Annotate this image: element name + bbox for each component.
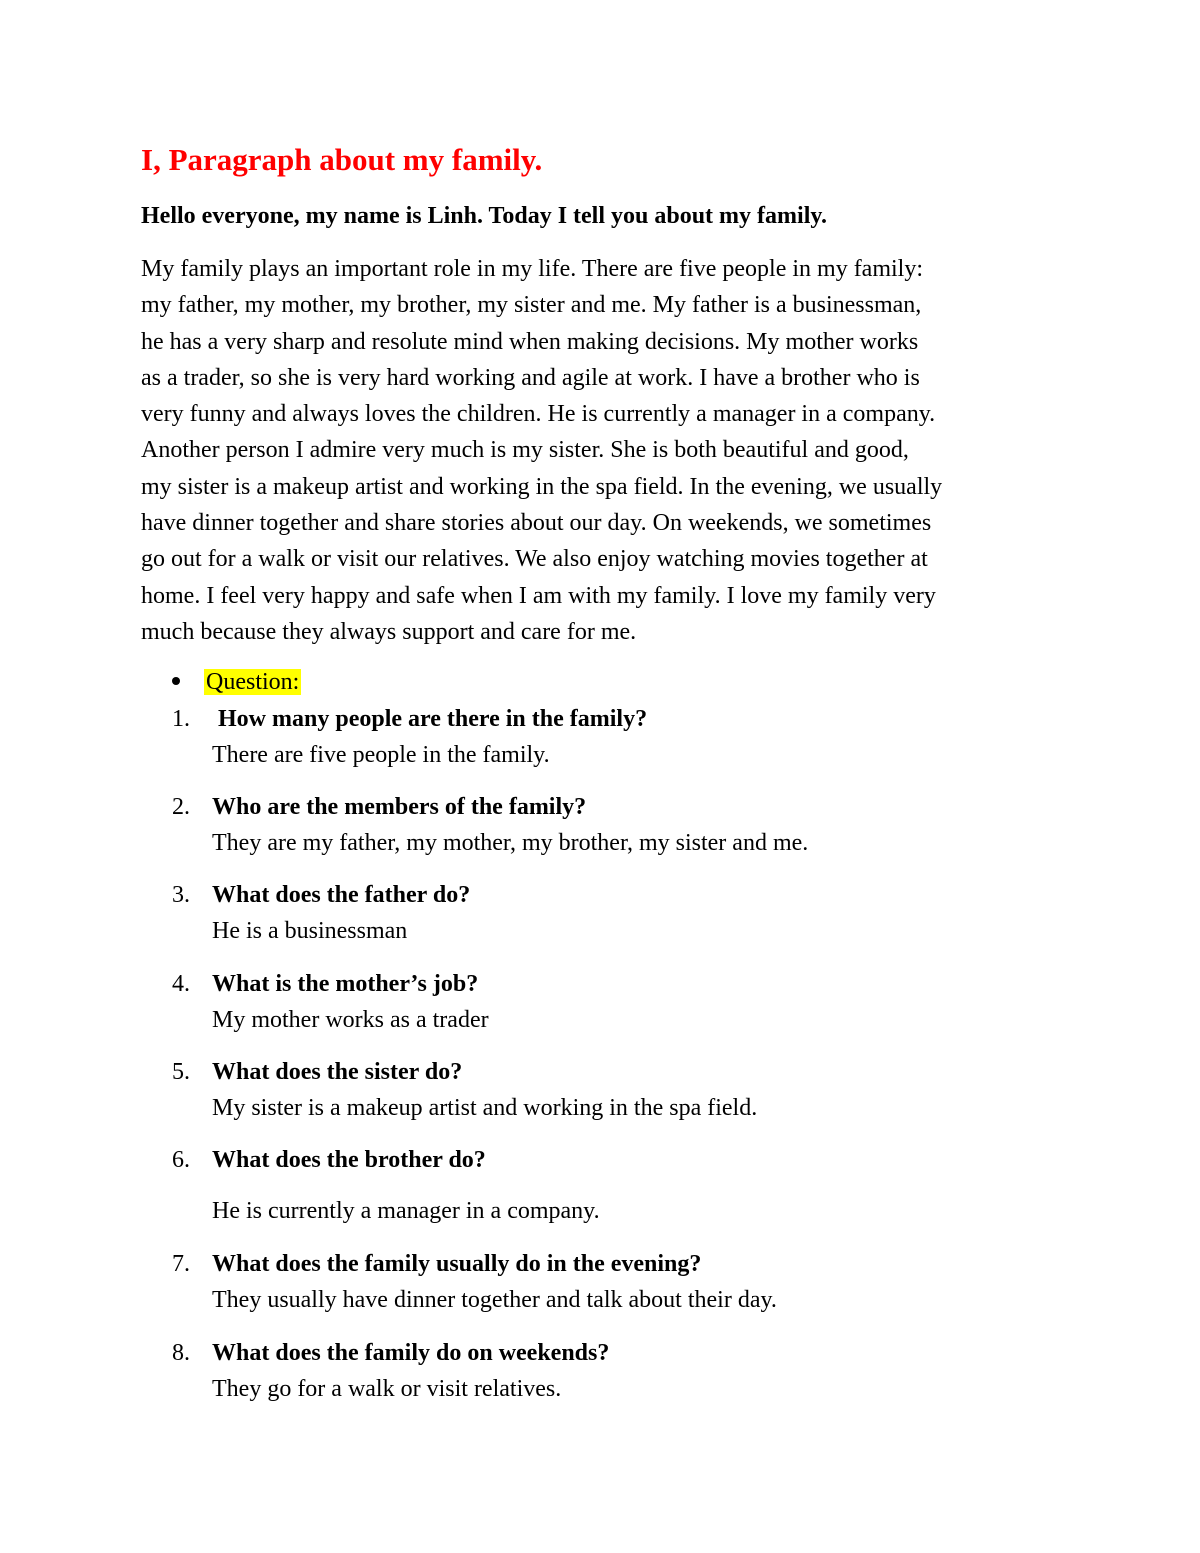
qa-number: 6. bbox=[172, 1147, 190, 1173]
qa-question: Who are the members of the family? bbox=[212, 794, 587, 820]
paragraph-line: My family plays an important role in my life. There are five people in my family: bbox=[141, 256, 924, 282]
paragraph-line: he has a very sharp and resolute mind when making decisions. My mother works bbox=[141, 328, 919, 355]
qa-item bbox=[172, 1335, 609, 1407]
qa-number: 2. bbox=[172, 794, 190, 820]
qa-number: 4. bbox=[172, 971, 190, 997]
qa-number: 3. bbox=[172, 882, 190, 908]
document-title: I, Paragraph about my family. bbox=[141, 142, 543, 177]
qa-answer: He is a businessman bbox=[212, 918, 408, 944]
qa-item bbox=[172, 1246, 777, 1318]
qa-answer: They are my father, my mother, my brother, my sister and me. bbox=[212, 830, 809, 856]
qa-answer: They go for a walk or visit relatives. bbox=[212, 1376, 562, 1402]
paragraph-line: home. I feel very happy and safe when I am with my family. I love my family very bbox=[141, 582, 936, 609]
qa-question: What is the mother’s job? bbox=[212, 971, 479, 997]
qa-number: 5. bbox=[172, 1059, 190, 1085]
qa-item bbox=[172, 789, 808, 861]
qa-answer: My sister is a makeup artist and working in the spa field. bbox=[212, 1095, 758, 1121]
qa-item bbox=[172, 966, 489, 1038]
qa-answer: They usually have dinner together and talk about their day. bbox=[212, 1287, 777, 1313]
paragraph-line: much because they always support and care for me. bbox=[141, 618, 637, 645]
qa-question: What does the family do on weekends? bbox=[212, 1340, 610, 1366]
qa-item bbox=[172, 1054, 757, 1126]
qa-question: What does the family usually do in the evening? bbox=[212, 1251, 702, 1277]
qa-answer: He is currently a manager in a company. bbox=[212, 1198, 600, 1224]
paragraph-line: go out for a walk or visit our relatives. We also enjoy watching movies together at bbox=[141, 546, 928, 573]
qa-number: 7. bbox=[172, 1251, 190, 1277]
qa-answer: My mother works as a trader bbox=[212, 1007, 489, 1033]
question-heading-label: Question: bbox=[206, 669, 300, 695]
qa-answer: There are five people in the family. bbox=[212, 742, 550, 768]
intro-sentence: Hello everyone, my name is Linh. Today I tell you about my family. bbox=[141, 203, 828, 229]
qa-question: How many people are there in the family? bbox=[212, 706, 648, 732]
paragraph-line: my sister is a makeup artist and working in the spa field. In the evening, we usually bbox=[141, 473, 943, 500]
paragraph-line: as a trader, so she is very hard working and agile at work. I have a brother who is bbox=[141, 364, 920, 391]
qa-number: 1. bbox=[172, 706, 190, 732]
paragraph-line: Another person I admire very much is my sister. She is both beautiful and good, bbox=[141, 437, 909, 464]
qa-number: 8. bbox=[172, 1340, 190, 1366]
qa-question: What does the father do? bbox=[212, 882, 471, 908]
qa-question: What does the brother do? bbox=[212, 1147, 486, 1173]
qa-item bbox=[172, 701, 647, 773]
paragraph-line: have dinner together and share stories about our day. On weekends, we sometimes bbox=[141, 510, 932, 537]
paragraph-line: very funny and always loves the children. He is currently a manager in a company. bbox=[141, 401, 936, 428]
qa-question: What does the sister do? bbox=[212, 1059, 463, 1085]
bullet-icon bbox=[172, 677, 180, 685]
family-paragraph bbox=[141, 251, 1066, 650]
question-heading bbox=[172, 664, 301, 700]
qa-item bbox=[172, 1142, 600, 1229]
qa-item bbox=[172, 877, 470, 949]
paragraph-line: my father, my mother, my brother, my sister and me. My father is a businessman, bbox=[141, 292, 922, 319]
